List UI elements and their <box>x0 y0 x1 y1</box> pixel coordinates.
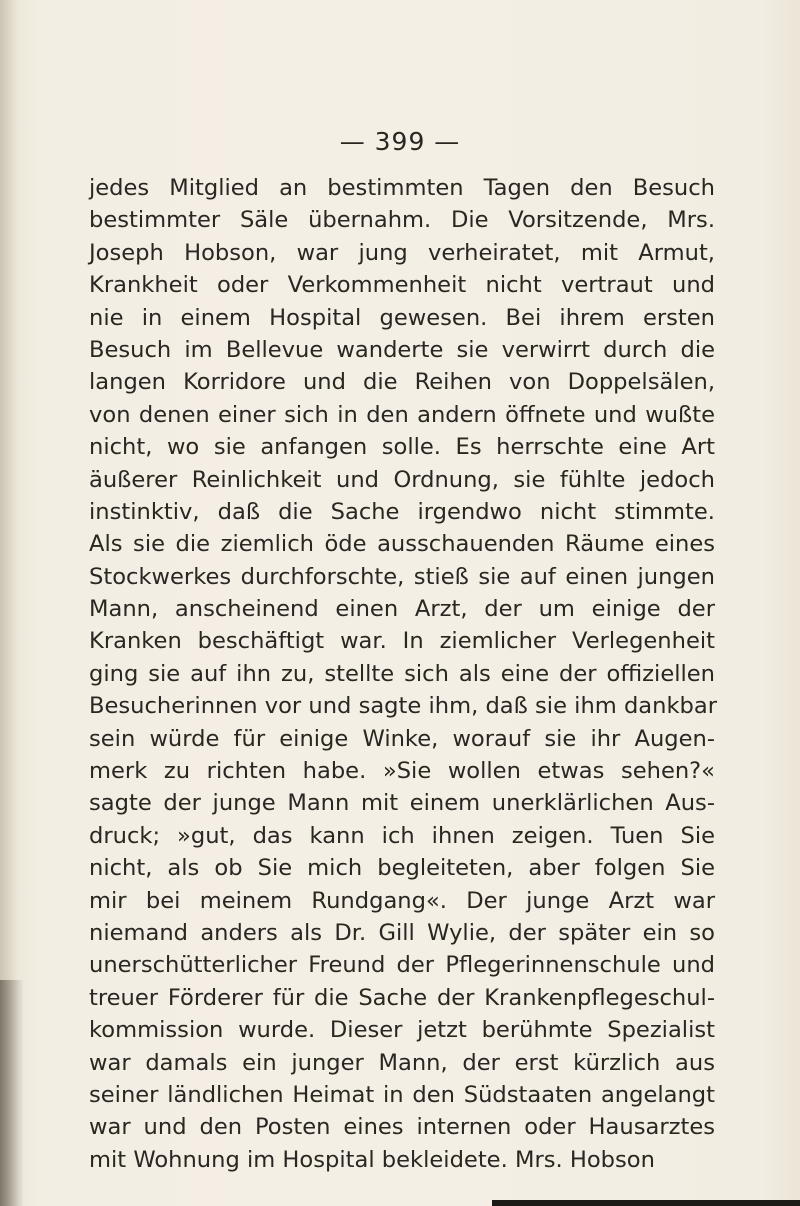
text-line: mir bei meinem Rundgang«. Der junge Arzt war <box>89 887 715 914</box>
text-line: war und den Posten eines internen oder Hausarztes <box>89 1114 715 1141</box>
page-edge-smudge <box>0 980 24 1206</box>
text-line: war damals ein junger Mann, der erst kürzlich aus <box>89 1049 715 1076</box>
text-line: langen Korridore und die Reihen von Doppelsälen, <box>89 369 715 396</box>
text-line: Besucherinnen vor und sagte ihm, daß sie ihm dankbar <box>89 693 718 720</box>
text-line: druck; »gut, das kann ich ihnen zeigen. Tuen Sie <box>89 822 715 849</box>
text-line: Mann, anscheinend einen Arzt, der um einige der <box>89 596 715 623</box>
text-line: äußerer Reinlichkeit und Ordnung, sie fühlte jedoch <box>89 466 715 493</box>
text-line: Stockwerkes durchforschte, stieß sie auf einen jungen <box>89 563 715 590</box>
text-line: Kranken beschäftigt war. In ziemlicher Verlegenheit <box>89 628 715 655</box>
text-line: kommission wurde. Dieser jetzt berühmte Spezialist <box>89 1017 715 1044</box>
text-line: seiner ländlichen Heimat in den Südstaaten angelangt <box>89 1081 715 1108</box>
bottom-edge-rule <box>492 1200 800 1206</box>
text-line: Besuch im Bellevue wanderte sie verwirrt durch die <box>89 336 715 363</box>
text-line: bestimmter Säle übernahm. Die Vorsitzende, Mrs. <box>89 207 715 234</box>
text-line: Krankheit oder Verkommenheit nicht vertraut und <box>89 272 715 299</box>
text-line: nicht, wo sie anfangen solle. Es herrschte eine Art <box>89 434 715 461</box>
text-line: Joseph Hobson, war jung verheiratet, mit Armut, <box>89 239 715 266</box>
text-line: sagte der junge Mann mit einem unerklärlichen Aus- <box>89 790 715 817</box>
text-line: treuer Förderer für die Sache der Krankenpflegeschul- <box>89 984 715 1011</box>
text-line: merk zu richten habe. »Sie wollen etwas sehen?« <box>89 758 715 785</box>
text-line: sein würde für einige Winke, worauf sie ihr Augen- <box>89 725 715 752</box>
body-text <box>89 172 718 1176</box>
text-line: nie in einem Hospital gewesen. Bei ihrem ersten <box>89 304 715 331</box>
text-line: instinktiv, daß die Sache irgendwo nicht stimmte. <box>89 498 715 525</box>
text-line: von denen einer sich in den andern öffnete und wußte <box>89 401 715 428</box>
text-line: mit Wohnung im Hospital bekleidete. Mrs. Hobson <box>89 1146 655 1173</box>
text-line: ging sie auf ihn zu, stellte sich als eine der offiziellen <box>89 660 715 687</box>
text-line: nicht, als ob Sie mich begleiteten, aber folgen Sie <box>89 855 715 882</box>
text-line: niemand anders als Dr. Gill Wylie, der später ein so <box>89 919 715 946</box>
page-number: — 399 — <box>339 127 461 156</box>
text-line: unerschütterlicher Freund der Pflegerinnenschule und <box>89 952 715 979</box>
text-line: Als sie die ziemlich öde ausschauenden Räume eines <box>89 531 715 558</box>
text-line: jedes Mitglied an bestimmten Tagen den Besuch <box>89 175 715 201</box>
